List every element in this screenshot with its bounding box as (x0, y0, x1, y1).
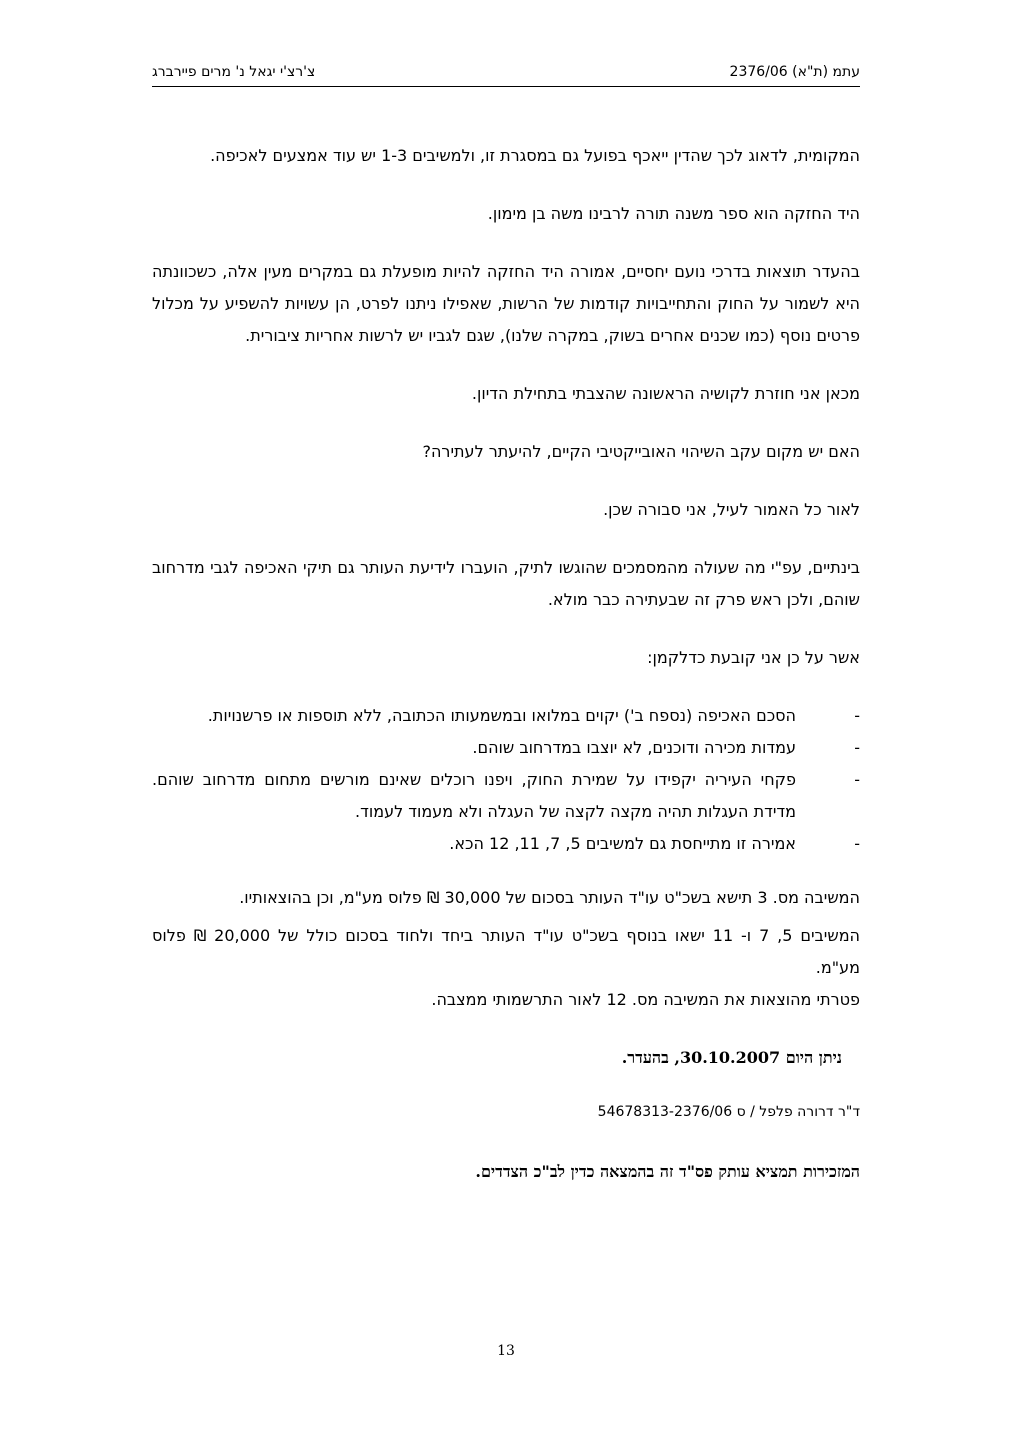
paragraph: אשר על כן אני קובעת כדלקמן: (647, 648, 860, 667)
list-item (152, 828, 860, 860)
paragraph: בהעדר תוצאות בדרכי נועם יחסיים, אמורה היד החזקה להיות מופעלת גם במקרים מעין אלה, כשכוונתה היא לשמור על החוק והתחייבויות קודמות של הרשות, שאפילו ניתנו לפרט, הן עשויות להשפיע על מכלול פרטים נוסף (כמו שכנים אחרים בשוק, במקרה שלנו), שגם לגביו יש לרשות אחריות ציבורית. (152, 262, 860, 345)
list-item-text: עמדות מכירה ודוכנים, לא יוצבו במדרחוב שוהם. (472, 738, 796, 757)
bullet-marker: - (854, 738, 860, 757)
document-body (152, 140, 860, 1188)
closing-instruction: המזכירות תמציא עותק פס"ד זה בהמצאה כדין לב"כ הצדדים. (475, 1162, 860, 1181)
paragraph: היד החזקה הוא ספר משנה תורה לרבינו משה בן מימון. (487, 204, 860, 223)
bullet-marker: - (854, 834, 860, 853)
costs-paragraph: המשיבה מס. 3 תישא בשכ"ט עו"ד העותר בסכום של 30,000 ₪ פלוס מע"מ, וכן בהוצאותיו. (239, 888, 860, 907)
bullet-marker: - (854, 706, 860, 725)
ruling-list (152, 700, 860, 860)
list-item-text: הסכם האכיפה (נספח ב') יקוים במלואו ובמשמעותו הכתובה, ללא תוספות או פרשנויות. (207, 706, 796, 725)
paragraph: האם יש מקום עקב השיהוי האובייקטיבי הקיים, להיעתר לעתירה? (422, 442, 860, 461)
header-case-number: עתמ (ת"א) 2376/06 (729, 64, 860, 80)
costs-paragraph: פטרתי מהוצאות את המשיבה מס. 12 לאור התרשמותי ממצבה. (431, 990, 860, 1009)
paragraph: בינתיים, עפ"י מה שעולה מהמסמכים שהוגשו לתיק, הועברו לידיעת העותר גם תיקי האכיפה לגבי מדרחוב שוהם, ולכן ראש פרק זה שבעתירה כבר מולא. (152, 558, 860, 609)
header-rule (152, 86, 860, 87)
costs-paragraph: המשיבים 5, 7 ו- 11 ישאו בנוסף בשכ"ט עו"ד העותר ביחד ולחוד בסכום כולל של 20,000 ₪ פלוס מע"מ. (152, 926, 861, 977)
list-item (152, 700, 860, 732)
list-item (152, 764, 860, 828)
bullet-marker: - (854, 770, 860, 789)
list-item-text: אמירה זו מתייחסת גם למשיבים 5, 7, 11, 12 הכא. (449, 834, 796, 853)
paragraph: המקומית, לדאוג לכך שהדין ייאכף בפועל גם במסגרת זו, ולמשיבים 1-3 יש עוד אמצעים לאכיפה. (210, 146, 860, 165)
paragraph: מכאן אני חוזרת לקושיה הראשונה שהצבתי בתחילת הדיון. (471, 384, 860, 403)
header-parties: צ'רצ'י יגאל נ' מרים פיירברג (152, 64, 316, 80)
judge-signature: ד"ר דרורה פלפל / ס 54678313-2376/06 (597, 1104, 860, 1120)
paragraph: לאור כל האמור לעיל, אני סבורה שכן. (603, 500, 860, 519)
page-number: 13 (497, 1343, 515, 1359)
list-item (152, 732, 860, 764)
ruling-date: ניתן היום 30.10.2007, בהעדר. (621, 1048, 842, 1067)
list-item-text: פקחי העיריה יקפידו על שמירת החוק, ויפנו רוכלים שאינם מורשים מתחום מדרחוב שוהם. מדידת העגלות תהיה מקצה לקצה של העגלה ולא מעמוד לעמוד. (152, 770, 796, 821)
